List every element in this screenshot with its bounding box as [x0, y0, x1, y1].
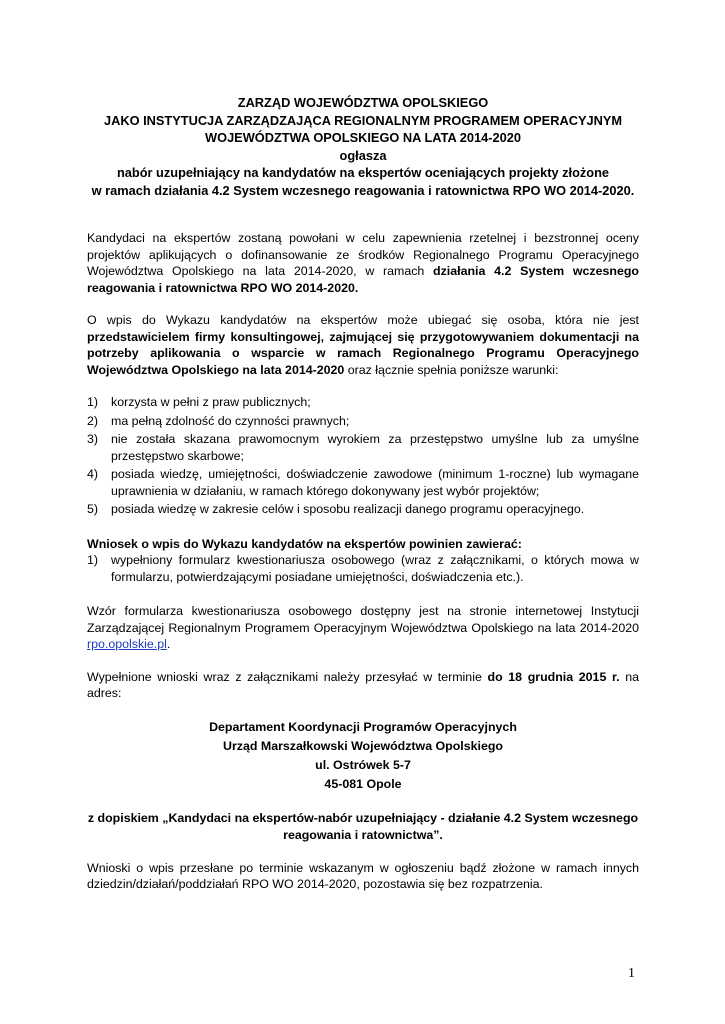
header-line-3: WOJEWÓDZTWA OPOLSKIEGO NA LATA 2014-2020 [205, 130, 521, 145]
address-line-4: 45-081 Opole [324, 776, 402, 791]
address-line-3: ul. Ostrówek 5-7 [315, 757, 411, 772]
page-number: 1 [628, 966, 635, 981]
rpo-website-link[interactable]: rpo.opolskie.pl [87, 637, 167, 651]
note-line-2: reagowania i ratownictwa”. [283, 827, 443, 842]
header-line-2: JAKO INSTYTUCJA ZARZĄDZAJĄCA REGIONALNYM PROGRAMEM OPERACYJNYM [103, 112, 623, 128]
intro-paragraph: Kandydaci na ekspertów zostaną powołani w celu zapewnienia rzetelnej i bezstronnej oceny projektów aplikujących o dofinansowanie ze środków Regionalnego Programu Operacyjnego Województwa Opolskiego na lata 2014-2020, w ramach działania 4.2 System wczesnego reagowania i ratownictwa RPO WO 2014-2020. [87, 231, 639, 295]
address-line-1: Departament Koordynacji Programów Operacyjnych [209, 719, 517, 734]
header-line-4: ogłasza [339, 147, 387, 163]
envelope-note [87, 810, 639, 844]
form-info-paragraph: Wzór formularza kwestionariusza osobowego dostępny jest na stronie internetowej Instytucji Zarządzającej Regionalnym Programem Operacyjnym Województwa Opolskiego na lata 2014-2020 rpo.opolskie.pl. [87, 604, 639, 651]
closing-paragraph: Wnioski o wpis przesłane po terminie wskazanym w ogłoszeniu bądź złożone w ramach innych dziedzin/działań/poddziałań RPO WO 2014-2020, pozostawia się bez rozpatrzenia. [87, 860, 639, 891]
list-item: 5) posiada wiedzę w zakresie celów i sposobu realizacji danego programu operacyjnego. [87, 502, 585, 516]
header-line-5: nabór uzupełniający na kandydatów na ekspertów oceniających projekty złożone [116, 165, 610, 180]
address-line-2: Urząd Marszałkowski Województwa Opolskiego [223, 738, 503, 753]
document-page [87, 94, 639, 893]
application-heading: Wniosek o wpis do Wykazu kandydatów na ekspertów powinien zawierać: [87, 536, 522, 551]
eligibility-paragraph: O wpis do Wykazu kandydatów na ekspertów może ubiegać się osoba, która nie jest przedstawicielem firmy konsultingowej, zajmującej się przygotowywaniem dokumentacji na potrzeby aplikowania o wsparcie w ramach Regionalnego Programu Operacyjnego Województwa Opolskiego na lata 2014-2020 oraz łącznie spełnia poniższe warunki: [87, 313, 639, 377]
announcement-header [87, 94, 639, 199]
application-list [87, 552, 639, 585]
deadline-paragraph: Wypełnione wnioski wraz z załącznikami należy przesyłać w terminie do 18 grudnia 2015 r. na adres: [87, 669, 640, 700]
note-line-1: z dopiskiem „Kandydaci na ekspertów-nabór uzupełniający - działanie 4.2 System wczesnego [87, 810, 639, 825]
list-item: 4) posiada wiedzę, umiejętności, doświadczenie zawodowe (minimum 1-roczne) lub wymagane uprawnienia w działaniu, w ramach którego dokonywany jest wybór projektów; [87, 467, 639, 498]
list-item: 2) ma pełną zdolność do czynności prawnych; [87, 413, 350, 428]
list-item: 1) wypełniony formularz kwestionariusza osobowego (wraz z załącznikami, o których mowa w formularzu, potwierdzającymi posiadane umiejętności, doświadczenia etc.). [87, 553, 639, 584]
header-line-6: w ramach działania 4.2 System wczesnego reagowania i ratownictwa RPO WO 2014-2020. [91, 182, 635, 198]
list-item: 3) nie została skazana prawomocnym wyrokiem za przestępstwo umyślne lub za umyślne przestępstwo skarbowe; [87, 432, 639, 463]
list-item: 1) korzysta w pełni z praw publicznych; [87, 395, 311, 409]
mailing-address [87, 718, 639, 794]
header-line-1: ZARZĄD WOJEWÓDZTWA OPOLSKIEGO [237, 95, 489, 110]
requirements-list [87, 394, 639, 518]
